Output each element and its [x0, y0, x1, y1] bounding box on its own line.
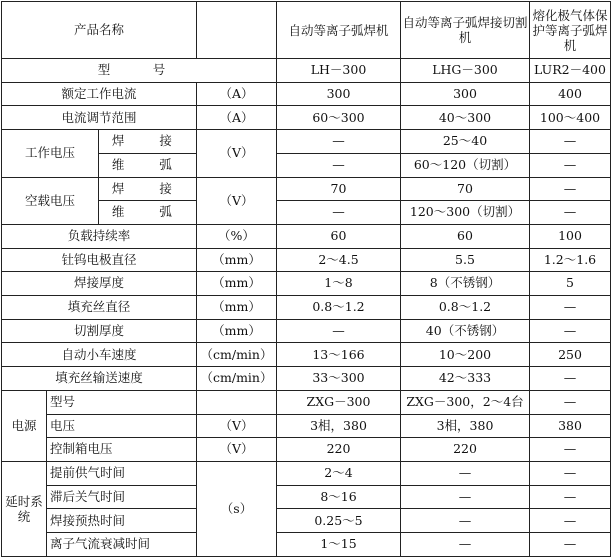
cell-value: ZXG－300 — [277, 390, 401, 414]
row-unit: （%） — [197, 224, 277, 248]
table-row-power-voltage — [2, 414, 611, 438]
row-unit: （mm） — [197, 319, 277, 343]
row-unit: （mm） — [197, 272, 277, 296]
cell-value: 3相，380 — [277, 414, 401, 438]
table-row-work-voltage-welding — [2, 130, 611, 154]
cell-value: 60～120（切割） — [401, 153, 530, 177]
cell-value: 300 — [401, 82, 530, 106]
cell-value: 8～16 — [277, 485, 401, 509]
cell-value: 25～40 — [401, 130, 530, 154]
cell-value: 13～166 — [277, 343, 401, 367]
cell-value: — — [530, 533, 611, 557]
header-col-lh: 自动等离子弧焊机 — [277, 2, 401, 59]
cell-value: 60 — [401, 224, 530, 248]
sub-label: 电压 — [47, 414, 197, 438]
row-label: 焊接厚度 — [2, 272, 197, 296]
cell-value: 60～300 — [277, 106, 401, 130]
row-unit: （s） — [197, 461, 277, 556]
row-label: 钍钨电极直径 — [2, 248, 197, 272]
cell-value: 0.25～5 — [277, 509, 401, 533]
cell-value: 220 — [401, 438, 530, 462]
cell-value: — — [530, 485, 611, 509]
row-label: 空载电压 — [2, 177, 99, 224]
cell-value: 220 — [277, 438, 401, 462]
cell-value: 2～4 — [277, 461, 401, 485]
cell-value: 120～300（切割） — [401, 201, 530, 225]
cell-value: 60 — [277, 224, 401, 248]
cell-value: 0.8～1.2 — [277, 296, 401, 320]
cell-value: — — [277, 153, 401, 177]
row-unit: （cm/min） — [197, 367, 277, 391]
cell-value: — — [530, 177, 611, 201]
header-col-lur: 熔化极气体保护等离子弧焊机 — [530, 2, 611, 59]
table-row-wire-dia — [2, 296, 611, 320]
cell-value: 400 — [530, 82, 611, 106]
row-label: 切割厚度 — [2, 319, 197, 343]
cell-value: 100 — [530, 224, 611, 248]
group-label: 延时系统 — [2, 461, 47, 556]
row-unit: （V） — [197, 438, 277, 462]
row-label: 填充丝直径 — [2, 296, 197, 320]
cell-value: — — [530, 461, 611, 485]
cell-value: LHG－300 — [401, 59, 530, 83]
header-product-name: 产品名称 — [2, 2, 197, 59]
cell-value: 2～4.5 — [277, 248, 401, 272]
sub-label: 离子气流衰减时间 — [47, 533, 197, 557]
sub-label: 型号 — [47, 390, 197, 414]
table-row-electrode-dia — [2, 248, 611, 272]
table-row-delay-pre-gas — [2, 461, 611, 485]
row-label: 电流调节范围 — [2, 106, 197, 130]
sub-label: 焊 接 — [99, 130, 197, 154]
table-row-wire-feed — [2, 367, 611, 391]
table-row-delay-post-gas — [2, 485, 611, 509]
cell-value: 40～300 — [401, 106, 530, 130]
cell-value: 33～300 — [277, 367, 401, 391]
cell-value: — — [530, 319, 611, 343]
row-label: 自动小车速度 — [2, 343, 197, 367]
cell-value: — — [277, 319, 401, 343]
cell-value: — — [530, 438, 611, 462]
table-row-cut-thickness — [2, 319, 611, 343]
cell-value: — — [530, 296, 611, 320]
row-unit: （mm） — [197, 296, 277, 320]
cell-value: 380 — [530, 414, 611, 438]
cell-value: 3相，380 — [401, 414, 530, 438]
row-label: 额定工作电流 — [2, 82, 197, 106]
row-label: 填充丝输送速度 — [2, 367, 197, 391]
cell-value: 70 — [277, 177, 401, 201]
cell-value: 8（不锈钢） — [401, 272, 530, 296]
cell-value: — — [530, 201, 611, 225]
cell-value: 5 — [530, 272, 611, 296]
table-row-delay-decay — [2, 533, 611, 557]
header-row — [2, 2, 611, 59]
table-row-power-control-box — [2, 438, 611, 462]
cell-value: — — [401, 461, 530, 485]
cell-value: 100～400 — [530, 106, 611, 130]
cell-value: — — [530, 390, 611, 414]
row-label: 工作电压 — [2, 130, 99, 177]
table-row-current-range — [2, 106, 611, 130]
table-row-model — [2, 59, 611, 83]
cell-value: — — [277, 201, 401, 225]
row-unit: （V） — [197, 130, 277, 177]
cell-value: 40（不锈钢） — [401, 319, 530, 343]
sub-label: 控制箱电压 — [47, 438, 197, 462]
cell-value: LH－300 — [277, 59, 401, 83]
table-row-delay-preheat — [2, 509, 611, 533]
row-unit: （A） — [197, 106, 277, 130]
header-col-lhg: 自动等离子弧焊接切割机 — [401, 2, 530, 59]
row-unit — [197, 390, 277, 414]
table-row-weld-thickness — [2, 272, 611, 296]
cell-value: — — [401, 509, 530, 533]
sub-label: 焊 接 — [99, 177, 197, 201]
row-unit: （A） — [197, 82, 277, 106]
cell-value: — — [530, 130, 611, 154]
cell-value: — — [530, 153, 611, 177]
sub-label: 维 弧 — [99, 153, 197, 177]
group-label: 电源 — [2, 390, 47, 461]
spec-table — [1, 1, 611, 557]
row-unit: （V） — [197, 177, 277, 224]
sub-label: 维 弧 — [99, 201, 197, 225]
cell-value: 0.8～1.2 — [401, 296, 530, 320]
cell-value: 42～333 — [401, 367, 530, 391]
row-label: 负载持续率 — [2, 224, 197, 248]
cell-value: 300 — [277, 82, 401, 106]
cell-value: — — [277, 130, 401, 154]
cell-value: — — [401, 533, 530, 557]
table-row-power-type — [2, 390, 611, 414]
cell-value: 5.5 — [401, 248, 530, 272]
sub-label: 焊接预热时间 — [47, 509, 197, 533]
sub-label: 滞后关气时间 — [47, 485, 197, 509]
row-unit: （V） — [197, 414, 277, 438]
cell-value: — — [530, 367, 611, 391]
cell-value: 250 — [530, 343, 611, 367]
cell-value: — — [530, 509, 611, 533]
table-row-duty-cycle — [2, 224, 611, 248]
row-label: 型 号 — [2, 59, 277, 83]
table-row-carriage-speed — [2, 343, 611, 367]
header-spacer — [197, 2, 277, 59]
cell-value: 1～15 — [277, 533, 401, 557]
sub-label: 提前供气时间 — [47, 461, 197, 485]
cell-value: 70 — [401, 177, 530, 201]
row-unit: （cm/min） — [197, 343, 277, 367]
cell-value: — — [401, 485, 530, 509]
cell-value: 1～8 — [277, 272, 401, 296]
cell-value: ZXG－300，2～4台 — [401, 390, 530, 414]
cell-value: LUR2－400 — [530, 59, 611, 83]
cell-value: 1.2～1.6 — [530, 248, 611, 272]
cell-value: 10～200 — [401, 343, 530, 367]
table-row-noload-voltage-welding — [2, 177, 611, 201]
row-unit: （mm） — [197, 248, 277, 272]
table-row-rated-current — [2, 82, 611, 106]
